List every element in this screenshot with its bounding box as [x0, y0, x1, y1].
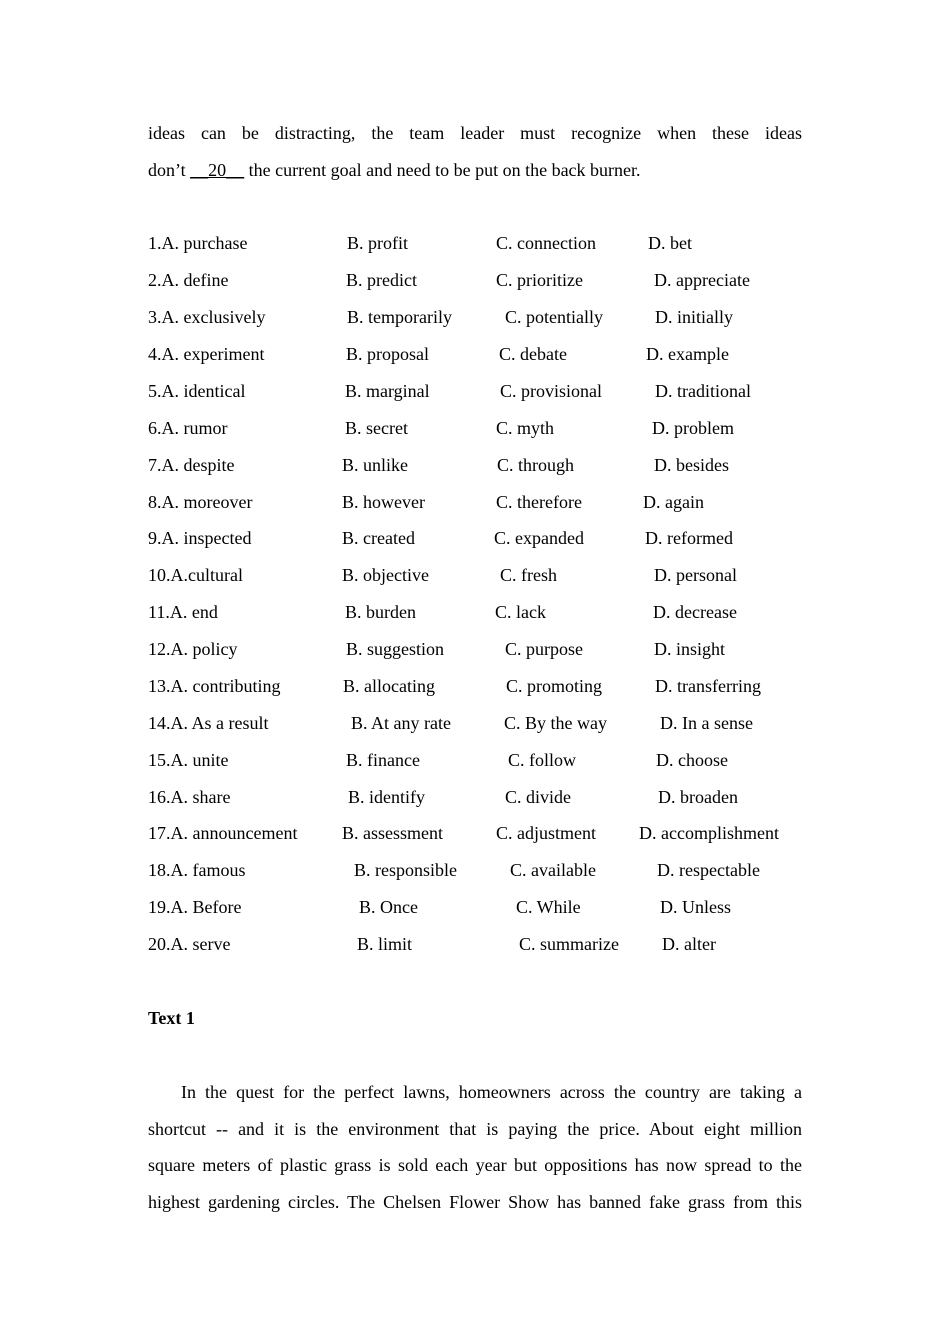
option-b: B. assessment: [342, 823, 443, 843]
option-a: 1.A. purchase: [148, 233, 248, 253]
option-a: 5.A. identical: [148, 381, 246, 401]
option-d: D. again: [643, 492, 704, 512]
option-a: 10.A.cultural: [148, 565, 243, 585]
option-b: B. objective: [342, 565, 429, 585]
option-a: 2.A. define: [148, 270, 229, 290]
option-a: 19.A. Before: [148, 897, 242, 917]
option-a: 14.A. As a result: [148, 713, 269, 733]
option-c: C. available: [510, 860, 596, 880]
option-c: C. through: [497, 455, 575, 475]
paragraph-line: square meters of plastic grass is sold each year but oppositions has now spread to the: [148, 1155, 802, 1175]
option-d: D. besides: [654, 455, 729, 475]
option-a: 8.A. moreover: [148, 492, 253, 512]
option-a: 12.A. policy: [148, 639, 238, 659]
option-d: D. initially: [655, 307, 733, 327]
option-a: 20.A. serve: [148, 934, 231, 954]
option-d: D. In a sense: [660, 713, 753, 733]
paragraph-line: shortcut -- and it is the environment that is paying the price. About eight million: [148, 1119, 802, 1139]
option-d: D. accomplishment: [639, 823, 779, 843]
option-c: C. summarize: [519, 934, 619, 954]
option-b: B. suggestion: [346, 639, 445, 659]
paragraph-line: In the quest for the perfect lawns, homeowners across the country are taking a: [181, 1082, 802, 1102]
option-c: C. debate: [499, 344, 567, 364]
option-d: D. transferring: [655, 676, 761, 696]
option-a: 15.A. unite: [148, 750, 229, 770]
option-c: C. prioritize: [496, 270, 583, 290]
option-b: B. profit: [347, 233, 408, 253]
blank-20: __20__: [190, 160, 245, 180]
option-a: 18.A. famous: [148, 860, 246, 880]
option-b: B. finance: [346, 750, 420, 770]
option-b: B. marginal: [345, 381, 430, 401]
option-c: C. provisional: [500, 381, 602, 401]
option-a: 9.A. inspected: [148, 528, 252, 548]
option-b: B. temporarily: [347, 307, 452, 327]
option-d: D. broaden: [658, 787, 738, 807]
option-a: 13.A. contributing: [148, 676, 281, 696]
intro-line-2-start: don’t: [148, 160, 191, 180]
option-d: D. alter: [662, 934, 716, 954]
option-b: B. limit: [357, 934, 413, 954]
option-d: D. bet: [648, 233, 692, 253]
option-b: B. At any rate: [351, 713, 451, 733]
option-d: D. decrease: [653, 602, 737, 622]
option-a: 7.A. despite: [148, 455, 235, 475]
option-a: 17.A. announcement: [148, 823, 298, 843]
paragraph-line: highest gardening circles. The Chelsen Flower Show has banned fake grass from this: [148, 1192, 802, 1212]
option-c: C. potentially: [505, 307, 603, 327]
option-a: 16.A. share: [148, 787, 231, 807]
option-d: D. problem: [652, 418, 734, 438]
option-d: D. traditional: [655, 381, 751, 401]
option-d: D. reformed: [645, 528, 733, 548]
option-b: B. burden: [345, 602, 416, 622]
option-b: B. secret: [345, 418, 408, 438]
option-c: C. connection: [496, 233, 596, 253]
option-b: B. proposal: [346, 344, 429, 364]
option-b: B. however: [342, 492, 425, 512]
option-c: C. expanded: [494, 528, 584, 548]
option-b: B. Once: [359, 897, 418, 917]
option-d: D. example: [646, 344, 729, 364]
option-c: C. lack: [495, 602, 546, 622]
option-b: B. allocating: [343, 676, 435, 696]
option-a: 6.A. rumor: [148, 418, 228, 438]
option-c: C. While: [516, 897, 581, 917]
option-d: D. choose: [656, 750, 728, 770]
intro-line-2-end: the current goal and need to be put on the back burner.: [244, 160, 641, 180]
option-c: C. therefore: [496, 492, 582, 512]
option-d: D. Unless: [660, 897, 731, 917]
option-d: D. personal: [654, 565, 737, 585]
option-a: 4.A. experiment: [148, 344, 265, 364]
option-d: D. respectable: [657, 860, 760, 880]
option-c: C. follow: [508, 750, 577, 770]
option-c: C. adjustment: [496, 823, 596, 843]
option-b: B. unlike: [342, 455, 408, 475]
option-b: B. created: [342, 528, 415, 548]
section-heading: Text 1: [148, 1008, 195, 1028]
option-c: C. promoting: [506, 676, 603, 696]
option-c: C. By the way: [504, 713, 607, 733]
option-c: C. fresh: [500, 565, 557, 585]
intro-line-2: [148, 159, 802, 181]
option-a: 11.A. end: [148, 602, 218, 622]
option-b: B. predict: [346, 270, 417, 290]
option-c: C. divide: [505, 787, 571, 807]
option-a: 3.A. exclusively: [148, 307, 266, 327]
option-b: B. responsible: [354, 860, 457, 880]
option-c: C. myth: [496, 418, 555, 438]
option-c: C. purpose: [505, 639, 583, 659]
option-d: D. appreciate: [654, 270, 750, 290]
intro-line-1: ideas can be distracting, the team leader must recognize when these ideas: [148, 123, 802, 143]
option-d: D. insight: [654, 639, 726, 659]
option-b: B. identify: [348, 787, 425, 807]
